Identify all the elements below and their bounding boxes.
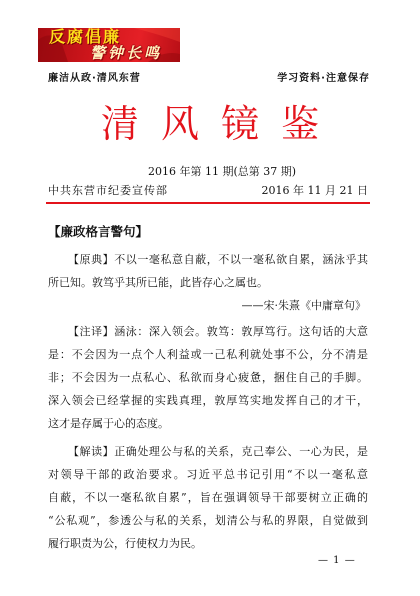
paragraph-annotation (48, 320, 368, 435)
masthead-divider (46, 202, 370, 204)
publication-title: 清 风 镜 鉴 (100, 102, 325, 146)
paragraph-interpretation (48, 440, 368, 555)
page-number: — 1 — (318, 555, 356, 566)
text-line: 这才是存属于心的态度。 (48, 417, 169, 430)
publisher: 中共东营市纪委宣传部 (48, 184, 168, 197)
paragraph-original-text (48, 248, 368, 294)
banner-image (38, 28, 180, 62)
text-line: 深入领会已经掌握的实践真理，敦厚笃实地发挥自己的才干， (48, 394, 368, 407)
text-line: 对领导干部的政治要求。习近平总书记引用“不以一毫私意 (48, 468, 368, 481)
header-notice: 学习资料·注意保存 (277, 73, 370, 84)
section-heading: 【廉政格言警句】 (48, 224, 149, 239)
text-line: 是：不会因为一点个人利益或一己私利就处事不公，分不清是 (48, 348, 368, 361)
text-line: 【原典】不以一毫私意自蔽，不以一毫私欲自累，涵泳乎其 (68, 253, 368, 266)
issue-number: 2016 年第 11 期(总第 37 期) (148, 165, 297, 178)
quote-attribution: ——宋·朱熹《中庸章句》 (241, 299, 366, 312)
text-line: 【解读】正确处理公与私的关系，克己奉公、一心为民，是 (68, 445, 368, 458)
banner-slogan-line2: 警钟长鸣 (90, 44, 163, 62)
banner-slogan-line1: 反腐倡廉 (49, 28, 122, 46)
text-line: 所已知。敦笃乎其所已能，此皆存心之属也。 (48, 276, 268, 289)
text-line: 履行职责为公，行使权力为民。 (48, 537, 202, 550)
text-line: 【注译】涵泳：深入领会。敦笃：敦厚笃行。这句话的大意 (68, 325, 368, 338)
text-line: “公私观”，参透公与私的关系，划清公与私的界限，自觉做到 (48, 514, 368, 527)
header-motto: 廉洁从政·清风东营 (48, 73, 141, 84)
publish-date: 2016 年 11 月 21 日 (261, 184, 368, 197)
text-line: 非；不会因为一点私心、私欲而身心疲惫，捆住自己的手脚。 (48, 371, 368, 384)
text-line: 自蔽，不以一毫私欲自累”，旨在强调领导干部要树立正确的 (48, 491, 368, 504)
